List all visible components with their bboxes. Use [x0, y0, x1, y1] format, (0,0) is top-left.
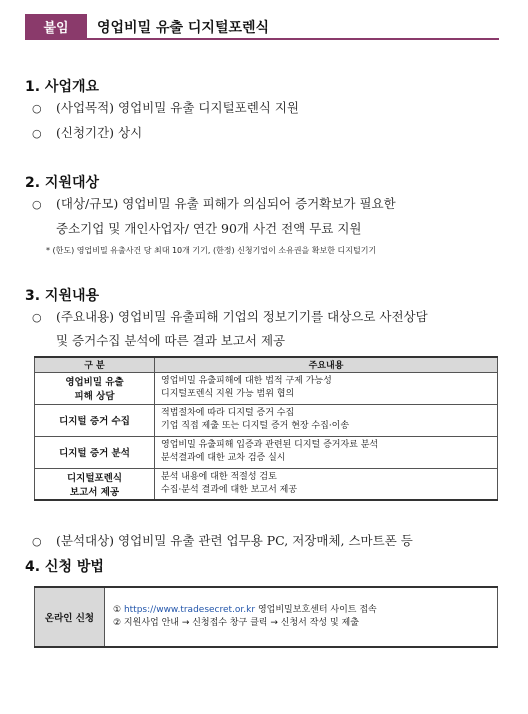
section-3-item-line2: 및 증거수집 분석에 따른 결과 보고서 제공: [56, 333, 286, 348]
section-2-item: [32, 191, 396, 217]
section-3-item2-text: (분석대상) 영업비밀 유출 관련 업무용 PC, 저장매체, 스마트폰 등: [56, 533, 413, 548]
document-header: [25, 14, 499, 40]
support-content-table: [34, 356, 498, 501]
table-header-category: 구 분: [35, 357, 155, 372]
section-3-title: 3. 지원내용: [25, 288, 100, 304]
section-1-item-text: (사업목적) 영업비밀 유출 디지털포렌식 지원: [56, 100, 299, 115]
row-content: 영업비밀 유출피해 입증과 관련된 디지털 증거자료 분석 분석결과에 대한 교차 검증 실시: [155, 436, 498, 468]
tradesecret-link[interactable]: https://www.tradesecret.or.kr: [123, 605, 256, 615]
bullet-circle-icon: ○: [32, 535, 42, 548]
online-apply-label: 온라인 신청: [35, 587, 105, 647]
section-3-item: [32, 304, 428, 330]
row-label: 영업비밀 유출 피해 상담: [35, 372, 155, 404]
application-method-table: [34, 586, 498, 648]
table-row: [35, 587, 498, 647]
table-header-row: [35, 357, 498, 372]
row-content: 적법절차에 따라 디지털 증거 수집 기업 직접 제출 또는 디지털 증거 현장 수집·이송: [155, 404, 498, 436]
section-1-item-text: (신청기간) 상시: [56, 125, 143, 140]
section-2-title: 2. 지원대상: [25, 175, 100, 191]
section-1-title: 1. 사업개요: [25, 79, 100, 95]
section-3-item-line1: (주요내용) 영업비밀 유출피해 기업의 정보기기를 대상으로 사전상담: [56, 309, 428, 324]
section-1-item-purpose: [32, 95, 299, 121]
bullet-circle-icon: ○: [32, 127, 42, 140]
document-title: 영업비밀 유출 디지털포렌식: [97, 20, 270, 36]
section-2-item-line2: 중소기업 및 개인사업자/ 연간 90개 사건 전액 무료 지원: [56, 221, 362, 236]
table-row: [35, 372, 498, 404]
table-header-content: 주요내용: [155, 357, 498, 372]
section-3-item-analysis-target: [32, 528, 413, 554]
row-content: 분석 내용에 대한 적절성 검토 수집·분석 결과에 대한 보고서 제공: [155, 468, 498, 500]
bullet-circle-icon: ○: [32, 198, 42, 211]
row-label: 디지털 증거 수집: [35, 404, 155, 436]
table-row: [35, 404, 498, 436]
online-apply-steps: ① https://www.tradesecret.or.kr 영업비밀보호센터 사이트 접속 ② 지원사업 안내 → 신청접수 창구 클릭 → 신청서 작성 및 제출: [105, 587, 498, 647]
apply-step-2: ② 지원사업 안내 → 신청접수 창구 클릭 → 신청서 작성 및 제출: [113, 618, 359, 628]
bullet-circle-icon: ○: [32, 102, 42, 115]
section-2-item-line1: (대상/규모) 영업비밀 유출 피해가 의심되어 증거확보가 필요한: [56, 196, 396, 211]
table-row: [35, 468, 498, 500]
table-row: [35, 436, 498, 468]
section-2-note: * (한도) 영업비밀 유출사건 당 최대 10개 기기, (한정) 신청기업이 소유권을 확보한 디지털기기: [46, 246, 377, 255]
section-4-title: 4. 신청 방법: [25, 559, 104, 575]
bullet-circle-icon: ○: [32, 311, 42, 324]
row-label: 디지털 증거 분석: [35, 436, 155, 468]
appendix-tag: 붙임: [25, 14, 87, 38]
row-label: 디지털포렌식 보고서 제공: [35, 468, 155, 500]
section-1-item-period: [32, 120, 142, 146]
row-content: 영업비밀 유출피해에 대한 법적 구제 가능성 디지털포렌식 지원 가능 범위 협의: [155, 372, 498, 404]
